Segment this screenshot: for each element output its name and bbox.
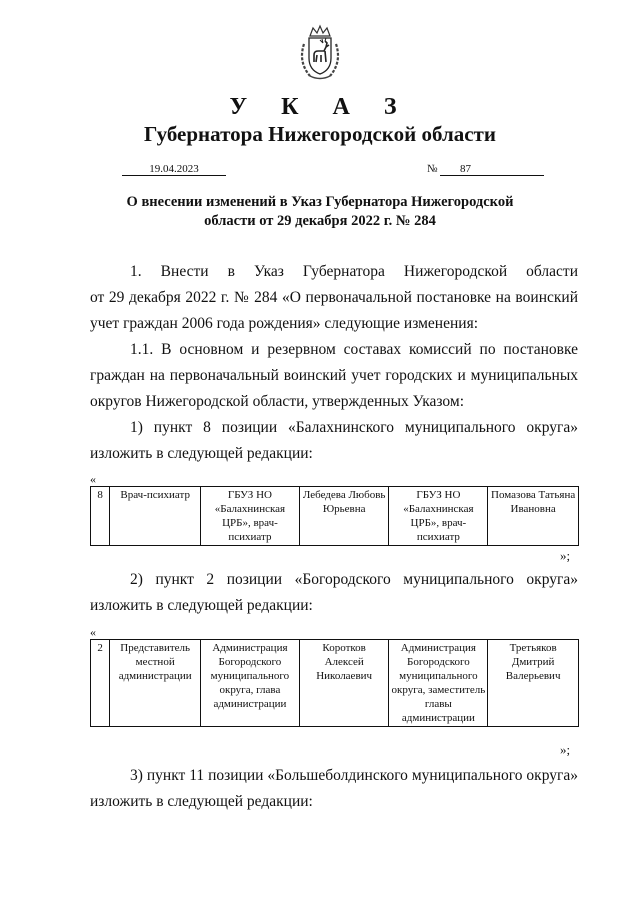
table-cell: Администрация Богородского муниципального округа, глава администрации: [201, 640, 300, 727]
table-cell: ГБУЗ НО «Балахнинская ЦРБ», врач-психиатр: [389, 487, 488, 546]
document-type-title: У К А З: [229, 94, 411, 120]
paragraph-line: округов Нижегородской области, утвержденных Указом:: [90, 393, 465, 410]
paragraph-line: 2) пункт 2 позиции «Богородского муниципального округа»: [130, 571, 578, 588]
paragraph-line: изложить в следующей редакции:: [90, 793, 313, 810]
paragraph-line: изложить в следующей редакции:: [90, 597, 313, 614]
paragraph-line: 3) пункт 11 позиции «Большеболдинского муниципального округа»: [130, 767, 578, 784]
table-cell: Третьяков Дмитрий Валерьевич: [488, 640, 579, 727]
paragraph-line: от 29 декабря 2022 г. № 284 «О первоначальной постановке на воинский: [90, 289, 578, 306]
document-subject: [120, 193, 520, 231]
table-cell: Коротков Алексей Николаевич: [299, 640, 389, 727]
close-quote: »;: [560, 742, 571, 757]
item-2: [90, 567, 578, 619]
paragraph-line: граждан на первоначальный воинский учет городских и муниципальных: [90, 367, 578, 384]
item-1: [90, 415, 578, 467]
table-cell: Администрация Богородского муниципального округа, заместитель главы администрации: [389, 640, 488, 727]
document-number: 87: [440, 163, 544, 176]
paragraph-1: [90, 259, 578, 337]
paragraph-line: 1.1. В основном и резервном составах комиссий по постановке: [130, 341, 578, 358]
table-cell: Помазова Татьяна Ивановна: [488, 487, 579, 546]
table-cell: ГБУЗ НО «Балахнинская ЦРБ», врач-психиатр: [201, 487, 300, 546]
open-quote: «: [90, 472, 96, 486]
open-quote: «: [90, 625, 96, 639]
table-row: [91, 487, 579, 546]
table-cell: Лебедева Любовь Юрьевна: [299, 487, 389, 546]
table-cell: Представитель местной администрации: [110, 640, 201, 727]
issuer-title: Губернатора Нижегородской области: [144, 122, 496, 146]
paragraph-line: учет граждан 2006 года рождения» следующие изменения:: [90, 315, 479, 332]
table-balakhna: [90, 486, 579, 546]
table-bogorodsk: [90, 639, 579, 727]
table-row: [91, 640, 579, 727]
table-cell: 8: [91, 487, 110, 546]
table-cell: Врач-психиатр: [110, 487, 201, 546]
number-label: №: [427, 163, 438, 175]
close-quote: »;: [560, 548, 571, 563]
paragraph-line: 1) пункт 8 позиции «Балахнинского муниципального округа»: [130, 419, 578, 436]
item-3: [90, 763, 578, 815]
document-date: 19.04.2023: [122, 163, 226, 176]
coat-of-arms-emblem: [296, 24, 344, 82]
subject-line: области от 29 декабря 2022 г. № 284: [204, 213, 436, 229]
paragraph-1-1: [90, 337, 578, 415]
table-cell: 2: [91, 640, 110, 727]
paragraph-line: 1. Внести в Указ Губернатора Нижегородской области: [130, 263, 578, 280]
subject-line: О внесении изменений в Указ Губернатора Нижегородской: [126, 194, 514, 210]
paragraph-line: изложить в следующей редакции:: [90, 445, 313, 462]
